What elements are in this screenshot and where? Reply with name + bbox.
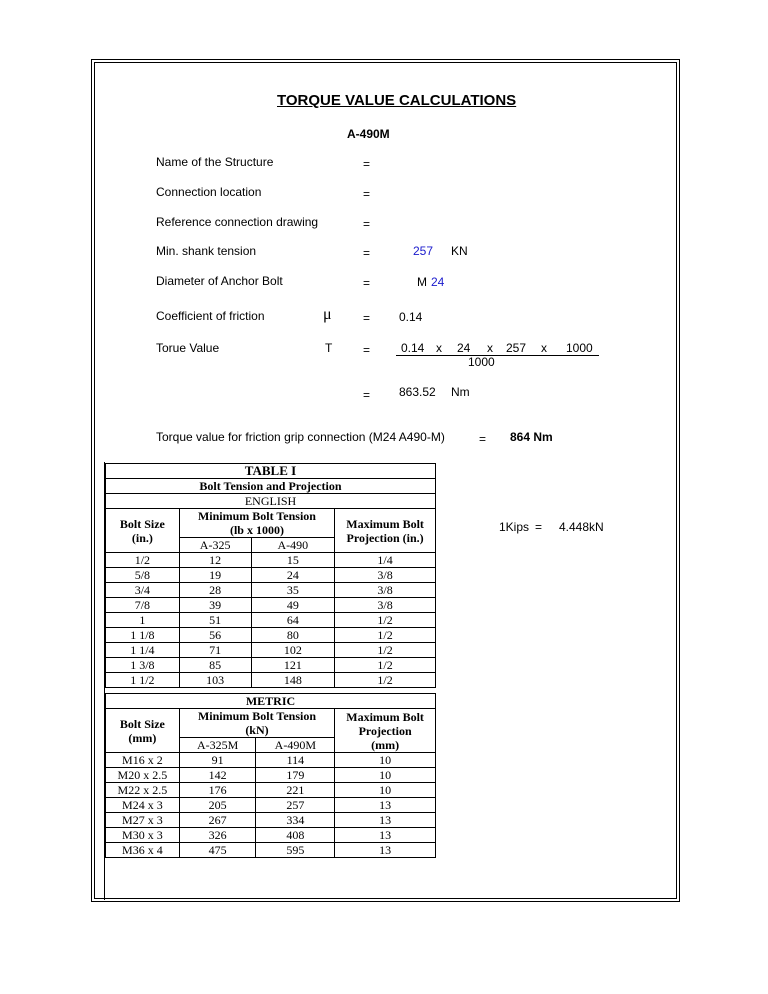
- summary-label: Torque value for friction grip connection (M24 A490-M): [156, 430, 445, 444]
- table-cell: 28: [179, 583, 251, 598]
- conversion-right: 4.448kN: [559, 520, 604, 534]
- table-cell: 148: [251, 673, 335, 688]
- table-cell: 13: [335, 843, 436, 858]
- table-cell: 85: [179, 658, 251, 673]
- table-cell: 3/8: [335, 568, 436, 583]
- table-cell: 3/8: [335, 583, 436, 598]
- table-title: TABLE I: [106, 464, 436, 479]
- table-cell: 179: [256, 768, 335, 783]
- table-section-label: ENGLISH: [106, 494, 436, 509]
- field-label: Min. shank tension: [156, 244, 257, 258]
- table-row: [106, 813, 436, 828]
- table-cell: 142: [179, 768, 256, 783]
- table-cell: M30 x 3: [106, 828, 180, 843]
- table-row: [106, 598, 436, 613]
- formula-operator: x: [487, 341, 493, 355]
- table-row: [106, 568, 436, 583]
- column-header-min-tension: Minimum Bolt Tension (kN): [179, 709, 334, 738]
- table-cell: 13: [335, 828, 436, 843]
- field-equals: =: [363, 343, 371, 357]
- fraction-bar: [396, 355, 599, 356]
- column-header-min-tension: Minimum Bolt Tension (lb x 1000): [179, 509, 334, 538]
- table-cell: 49: [251, 598, 335, 613]
- summary-equals: =: [479, 432, 487, 446]
- field-value: 257: [413, 244, 434, 258]
- table-subtitle: Bolt Tension and Projection: [106, 479, 436, 494]
- field-label: Torue Value: [156, 341, 220, 355]
- table-cell: 595: [256, 843, 335, 858]
- field-equals: =: [363, 276, 371, 290]
- table-row: [106, 583, 436, 598]
- table-cell: 1/4: [335, 553, 436, 568]
- table-cell: 13: [335, 798, 436, 813]
- table-cell: 114: [256, 753, 335, 768]
- mu-symbol: μ: [323, 306, 332, 323]
- formula-term: 24: [457, 341, 471, 355]
- field-label: Reference connection drawing: [156, 215, 319, 229]
- table-cell: 1/2: [106, 553, 180, 568]
- table-cell: 12: [179, 553, 251, 568]
- field-equals: =: [363, 187, 371, 201]
- table-cell: 475: [179, 843, 256, 858]
- table-cell: 121: [251, 658, 335, 673]
- page-subtitle: A-490M: [347, 127, 390, 141]
- formula-term: 0.14: [401, 341, 425, 355]
- table-cell: 35: [251, 583, 335, 598]
- table-cell: M22 x 2.5: [106, 783, 180, 798]
- table-row: [106, 753, 436, 768]
- formula-denominator: 1000: [468, 355, 495, 369]
- field-label: Name of the Structure: [156, 155, 274, 169]
- conversion-equals: =: [535, 520, 543, 534]
- formula-operator: x: [436, 341, 442, 355]
- field-equals: =: [363, 217, 371, 231]
- table-cell: 3/8: [335, 598, 436, 613]
- formula-operator: x: [541, 341, 547, 355]
- subheader-a490m: A-490M: [256, 738, 335, 753]
- table-row: [106, 628, 436, 643]
- table-row: [106, 613, 436, 628]
- table-cell: 267: [179, 813, 256, 828]
- table-cell: 10: [335, 768, 436, 783]
- page-title: TORQUE VALUE CALCULATIONS: [277, 92, 517, 109]
- table-row: [106, 828, 436, 843]
- table-cell: 71: [179, 643, 251, 658]
- field-equals: =: [363, 246, 371, 260]
- table-cell: 176: [179, 783, 256, 798]
- formula-term: 1000: [566, 341, 593, 355]
- table-row: [106, 843, 436, 858]
- table-cell: 51: [179, 613, 251, 628]
- table-cell: M20 x 2.5: [106, 768, 180, 783]
- english-bolt-table: [105, 463, 436, 688]
- table-cell: 91: [179, 753, 256, 768]
- table-row: [106, 783, 436, 798]
- table-cell: M27 x 3: [106, 813, 180, 828]
- field-label: Connection location: [156, 185, 262, 199]
- table-cell: 64: [251, 613, 335, 628]
- field-value: 0.14: [399, 310, 423, 324]
- formula-result-unit: Nm: [451, 385, 470, 399]
- table-section-label: METRIC: [106, 694, 436, 709]
- table-cell: 5/8: [106, 568, 180, 583]
- subheader-a490: A-490: [251, 538, 335, 553]
- table-cell: 257: [256, 798, 335, 813]
- table-cell: 1 3/8: [106, 658, 180, 673]
- table-cell: 13: [335, 813, 436, 828]
- field-equals: =: [363, 311, 371, 325]
- table-cell: 1/2: [335, 628, 436, 643]
- table-cell: 1/2: [335, 613, 436, 628]
- table-cell: 3/4: [106, 583, 180, 598]
- table-row: [106, 798, 436, 813]
- table-cell: 1/2: [335, 658, 436, 673]
- table-cell: 102: [251, 643, 335, 658]
- metric-bolt-table: [105, 693, 436, 858]
- table-cell: 408: [256, 828, 335, 843]
- field-unit: KN: [451, 244, 468, 258]
- table-row: [106, 768, 436, 783]
- subheader-a325: A-325: [179, 538, 251, 553]
- table-row: [106, 673, 436, 688]
- field-value: 24: [431, 275, 445, 289]
- field-label: Coefficient of friction: [156, 309, 265, 323]
- table-cell: 24: [251, 568, 335, 583]
- table-cell: 1/2: [335, 643, 436, 658]
- table-cell: 15: [251, 553, 335, 568]
- column-header-max-projection: Maximum Bolt Projection (mm): [335, 709, 436, 753]
- subheader-a325m: A-325M: [179, 738, 256, 753]
- table-cell: 39: [179, 598, 251, 613]
- table-cell: 221: [256, 783, 335, 798]
- field-equals: =: [363, 157, 371, 171]
- conversion-left: 1Kips: [499, 520, 530, 534]
- column-header-max-projection: Maximum Bolt Projection (in.): [335, 509, 436, 553]
- field-label: Diameter of Anchor Bolt: [156, 274, 283, 288]
- t-symbol: T: [325, 341, 333, 355]
- summary-value: 864 Nm: [510, 430, 553, 444]
- table-row: [106, 643, 436, 658]
- column-header-bolt-size: Bolt Size (mm): [106, 709, 180, 753]
- table-cell: 19: [179, 568, 251, 583]
- table-row: [106, 658, 436, 673]
- table-cell: M24 x 3: [106, 798, 180, 813]
- result-equals: =: [363, 388, 371, 402]
- table-cell: 1: [106, 613, 180, 628]
- table-cell: 1 1/8: [106, 628, 180, 643]
- table-cell: 10: [335, 783, 436, 798]
- table-cell: 103: [179, 673, 251, 688]
- table-row: [106, 553, 436, 568]
- field-prefix: M: [417, 275, 427, 289]
- table-cell: M16 x 2: [106, 753, 180, 768]
- table-cell: 10: [335, 753, 436, 768]
- table-cell: 1 1/2: [106, 673, 180, 688]
- table-cell: 56: [179, 628, 251, 643]
- table-cell: 7/8: [106, 598, 180, 613]
- table-cell: 80: [251, 628, 335, 643]
- table-cell: 205: [179, 798, 256, 813]
- table-cell: 334: [256, 813, 335, 828]
- formula-term: 257: [506, 341, 527, 355]
- table-cell: 326: [179, 828, 256, 843]
- table-cell: 1 1/4: [106, 643, 180, 658]
- table-cell: 1/2: [335, 673, 436, 688]
- formula-result: 863.52: [399, 385, 436, 399]
- table-cell: M36 x 4: [106, 843, 180, 858]
- column-header-bolt-size: Bolt Size (in.): [106, 509, 180, 553]
